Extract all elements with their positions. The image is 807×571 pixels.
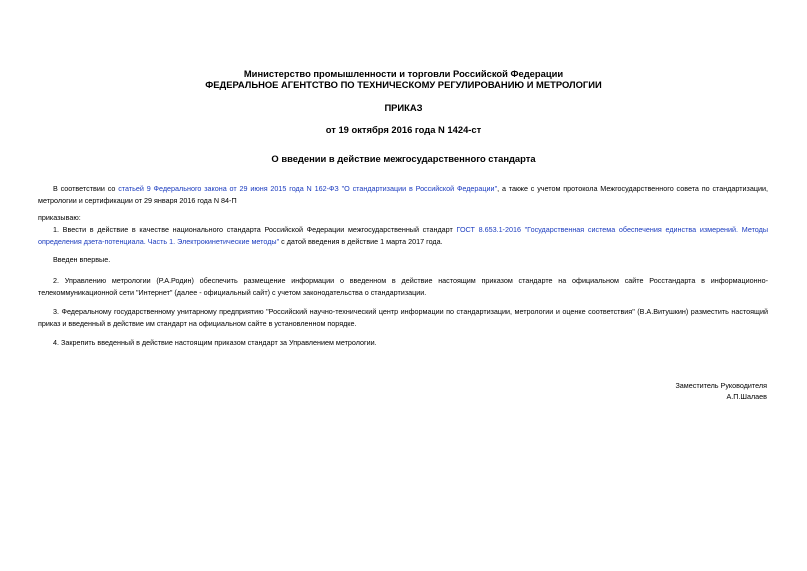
- signatory-position: Заместитель Руководителя: [675, 381, 767, 390]
- item-3-paragraph: 3. Федеральному государственному унитарному предприятию "Российский научно-технический центр информации по стандартизации, метрологии и оценке соответствия" (В.А.Витушкин) разместить настоящий приказ и введенный в действие им стандарт на официальном сайте в установленном порядке.: [38, 307, 768, 328]
- item-2-paragraph: 2. Управлению метрологии (Р.А.Родин) обеспечить размещение информации о введенном в действие настоящим приказом стандарте на официальном сайте Росстандарта в информационно-телекоммуникационной сети "Интернет" (далее - официальный сайт) с учетом законодательства о стандартизации.: [38, 276, 768, 297]
- preamble-text-end: , а также с учетом протокола Межгосударственного совета по стандартизации, метрологии и сертификации от 29 января 2016 года N 84-П: [38, 184, 768, 205]
- federal-law-link[interactable]: статьей 9 Федерального закона от 29 июня 2015 года N 162-ФЗ "О стандартизации в Российской Федерации": [118, 184, 498, 193]
- item-4-paragraph: 4. Закрепить введенный в действие настоящим приказом стандарт за Управлением метрологии.: [53, 338, 377, 347]
- first-time-note: Введен впервые.: [53, 255, 111, 264]
- ministry-title: Министерство промышленности и торговли Российской Федерации: [243, 68, 564, 79]
- gost-standard-link[interactable]: ГОСТ 8.653.1-2016 "Государственная система обеспечения единства измерений. Методы определения дзета-потенциала. Часть 1. Электрокинетические методы": [38, 225, 768, 246]
- signatory-name: А.П.Шалаев: [726, 392, 767, 401]
- item-1-text-end: с датой введения в действие 1 марта 2017 года.: [279, 236, 443, 246]
- doc-date-number: от 19 октября 2016 года N 1424-ст: [325, 124, 482, 135]
- item-1-text-start: 1. Ввести в действие в качестве национального стандарта Российской Федерации межгосударственный стандарт: [53, 225, 457, 234]
- item-1-paragraph: [38, 224, 768, 247]
- agency-title: ФЕДЕРАЛЬНОЕ АГЕНТСТВО ПО ТЕХНИЧЕСКОМУ РЕГУЛИРОВАНИЮ И МЕТРОЛОГИИ: [205, 79, 602, 90]
- doc-subject: О введении в действие межгосударственного стандарта: [271, 153, 536, 164]
- order-word: приказываю:: [38, 213, 81, 222]
- preamble-text-start: В соответствии со: [53, 184, 119, 193]
- doc-type-title: ПРИКАЗ: [384, 102, 423, 113]
- preamble-paragraph: [38, 183, 768, 206]
